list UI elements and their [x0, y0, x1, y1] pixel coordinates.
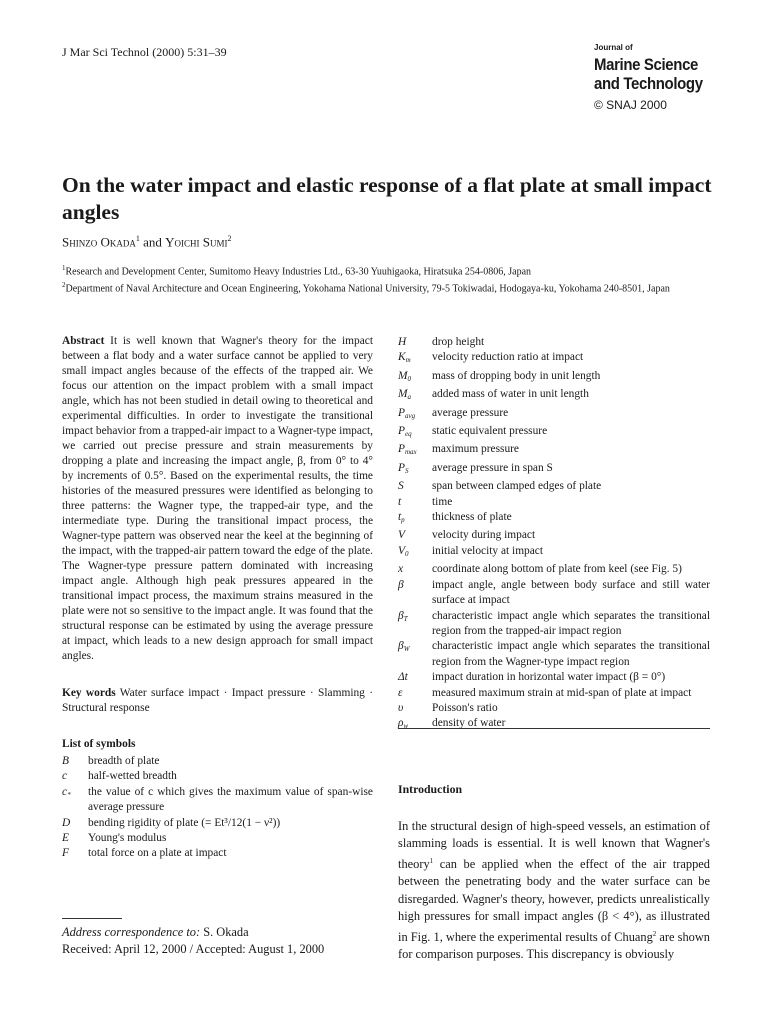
symbol-description: bending rigidity of plate (= Et³/12(1 − ν²))	[88, 816, 281, 829]
symbol: H	[398, 336, 407, 348]
symbol-description: static equivalent pressure	[432, 425, 548, 438]
symbol-description: average pressure in span S	[432, 461, 553, 474]
symbol-row	[398, 544, 710, 562]
symbol-description: breadth of plate	[88, 755, 160, 767]
symbol-row	[398, 528, 710, 543]
author-affil-mark: 1	[135, 234, 140, 243]
received-dates: Received: April 12, 2000 / Accepted: August 1, 2000	[62, 942, 325, 956]
symbol-row	[398, 609, 710, 640]
symbol-row	[62, 831, 373, 846]
symbol-description: density of water	[432, 717, 506, 730]
symbol-description: impact duration in horizontal water impact (β = 0°)	[432, 671, 666, 684]
abstract-text: It is well known that Wagner's theory for the impact between a flat body and a water surface cannot be applied to very small impact angles because of the effects of the trapped air. We focus our attention on the impact problem with a small impact angle, which has not been studied in detail owing to theoretical and experimental difficulties. In order to investigate the transitional impact behavior from a trapped-air impact to a Wagner-type impact, we carried out precise pressure and strain measurements by dropping a plate and increasing the impact angle, β, from 0° to 4° by increments of 0.5°. Based on the experimental results, the time histories of the measured pressures were identified as belonging to three patterns: the Wagner type, the trapped-air type, and the intermediate type. During the transitional impact process, the Wagner-type pattern was observed near the keel at the beginning of the impact, with the trapped-air pattern toward the edge of the plate. The Wagner-type pressure pattern dominated with increasing impact angle. Although high peak pressures appeared in the transitional impact process, the maximum strains measured in the plate were not so sensitive to the impact angle. It was found that the structural response can be estimated by using the average pressure at impact, which leads to a new design approach for small impact angles.	[62, 335, 373, 662]
symbol-list-left	[62, 754, 373, 862]
symbol: Δt	[398, 671, 408, 684]
symbol-description: coordinate along bottom of plate from keel (see Fig. 5)	[432, 563, 682, 576]
keywords-text: Water surface impact · Impact pressure · Slamming · Structural response	[62, 687, 373, 714]
symbol: t	[398, 495, 402, 508]
symbol: S	[398, 480, 404, 493]
symbol-row	[398, 562, 710, 577]
symbol-description: velocity reduction ratio at impact	[432, 351, 584, 364]
footnote-divider	[62, 918, 122, 919]
author-name: Shinzo Okada	[62, 234, 136, 250]
symbol-row	[62, 785, 373, 816]
symbol: D	[62, 816, 71, 829]
symbol-description: the value of c which gives the maximum value of span-wise average pressure	[88, 785, 373, 814]
symbol-description: drop height	[432, 336, 485, 348]
symbol-description: characteristic impact angle which separates the transitional region from the Wagner-type impact region	[432, 640, 710, 668]
correspondence-name: S. Okada	[200, 925, 249, 939]
symbol-row	[62, 754, 373, 769]
symbol: β	[398, 578, 404, 591]
author-list	[62, 234, 232, 250]
symbol-row	[398, 369, 710, 387]
journal-logo	[594, 44, 717, 111]
symbol: V	[398, 529, 405, 542]
symbol: $\beta_T$	[398, 609, 408, 623]
symbol-row	[398, 670, 710, 685]
symbol-row	[398, 442, 710, 460]
symbol-list-right	[398, 335, 710, 735]
symbol-description: initial velocity at impact	[432, 544, 544, 557]
keywords	[62, 686, 373, 716]
symbol-row	[398, 387, 710, 405]
symbol: $M_a$	[398, 388, 411, 402]
symbol-row	[398, 461, 710, 479]
journal-name-line1: Marine Science	[594, 55, 699, 74]
symbol: $t_p$	[398, 511, 405, 525]
symbol-row	[62, 846, 373, 861]
citation-ref: 2	[652, 929, 657, 938]
symbol: F	[62, 847, 69, 860]
symbol: $\rho_w$	[398, 717, 409, 731]
symbol-description: Young's modulus	[88, 832, 167, 845]
correspondence	[62, 924, 324, 958]
abstract	[62, 334, 373, 664]
symbol: $K_m$	[398, 351, 411, 365]
symbol: $P_S$	[398, 461, 409, 475]
keywords-label: Key words	[62, 687, 116, 699]
symbol-row	[62, 816, 373, 831]
correspondence-label: Address correspondence to:	[62, 925, 201, 939]
symbol-row	[398, 350, 710, 368]
symbol-row	[62, 769, 373, 784]
symbol: $P_{eq}$	[398, 425, 412, 439]
journal-name-line2: and Technology	[594, 74, 703, 93]
citation-ref: 1	[429, 856, 434, 865]
symbol: $P_{avg}$	[398, 406, 416, 420]
symbol-description: time	[432, 495, 453, 508]
symbols-heading: List of symbols	[62, 738, 136, 750]
symbol: ε	[398, 686, 403, 699]
symbol-description: Poisson's ratio	[432, 701, 498, 714]
author-conjunction: and	[139, 234, 166, 250]
symbol-row	[398, 335, 710, 350]
journal-citation: J Mar Sci Technol (2000) 5:31–39	[62, 45, 227, 59]
symbol-row	[398, 686, 710, 701]
symbol-row	[398, 510, 710, 528]
symbol: B	[62, 755, 69, 767]
symbol: c	[62, 770, 68, 783]
author-name: Yoichi Sumi	[165, 234, 228, 250]
author-affil-mark: 2	[227, 234, 232, 243]
introduction-heading: Introduction	[398, 782, 463, 796]
symbol-description: half-wetted breadth	[88, 770, 177, 783]
affiliation: $^2$Department of Naval Architecture and Ocean Engineering, Yokohama National University, 79-5 Tokiwadai, Hodogaya-ku, Yokohama 240-8501, Japan	[62, 280, 670, 295]
symbol: E	[62, 832, 69, 845]
symbol-row	[398, 479, 710, 494]
symbols-divider	[398, 728, 710, 729]
symbol: $M_0$	[398, 369, 411, 383]
journal-copyright: © SNAJ 2000	[594, 98, 667, 112]
affiliations	[62, 262, 722, 295]
symbol-description: added mass of water in unit length	[432, 388, 589, 401]
journal-of-label: Journal of	[594, 43, 633, 52]
symbol-row	[398, 716, 710, 734]
symbol-description: characteristic impact angle which separates the transitional region from the trapped-air impact region	[432, 609, 710, 637]
introduction-text: In the structural design of high-speed vessels, an estimation of slamming loads is essential. It is well known that Wagner's theory$^1$ can be applied when the effect of the air trapped between the penetrating body and the water surface can be disregarded. Wagner's theory, however, predicts unrealistically high pressures for small impact angles (β < 4°), as illustrated in Fig. 1, where the experimental results of Chuang$^2$ are shown for comparison purposes. This discrepancy is obviously	[398, 819, 710, 962]
symbol-description: impact angle, angle between body surface and still water surface at impact	[432, 578, 710, 607]
symbol: $P_{max}$	[398, 443, 417, 457]
symbol-row	[398, 701, 710, 716]
symbol-description: span between clamped edges of plate	[432, 480, 602, 493]
symbol: $c_*$	[62, 785, 71, 799]
symbol-description: average pressure	[432, 406, 509, 419]
symbol: $\beta_W$	[398, 640, 410, 654]
symbol-row	[398, 424, 710, 442]
symbol: x	[398, 563, 404, 576]
paper-title: On the water impact and elastic response of a flat plate at small impact angles	[62, 173, 712, 224]
symbol-description: velocity during impact	[432, 529, 536, 542]
symbol-description: mass of dropping body in unit length	[432, 369, 601, 382]
abstract-label: Abstract	[62, 335, 105, 347]
symbol-description: thickness of plate	[432, 511, 512, 524]
symbol-row	[398, 495, 710, 510]
symbol-description: total force on a plate at impact	[88, 847, 227, 860]
symbol-row	[398, 639, 710, 670]
symbol: $V_0$	[398, 544, 409, 558]
symbol-description: maximum pressure	[432, 443, 519, 456]
symbol-row	[398, 578, 710, 609]
symbol-row	[398, 406, 710, 424]
symbol-description: measured maximum strain at mid-span of plate at impact	[432, 686, 692, 699]
symbol: υ	[398, 701, 404, 714]
affiliation: $^1$Research and Development Center, Sumitomo Heavy Industries Ltd., 63-30 Yuuhigaoka, Hiratsuka 254-0806, Japan	[62, 264, 532, 278]
